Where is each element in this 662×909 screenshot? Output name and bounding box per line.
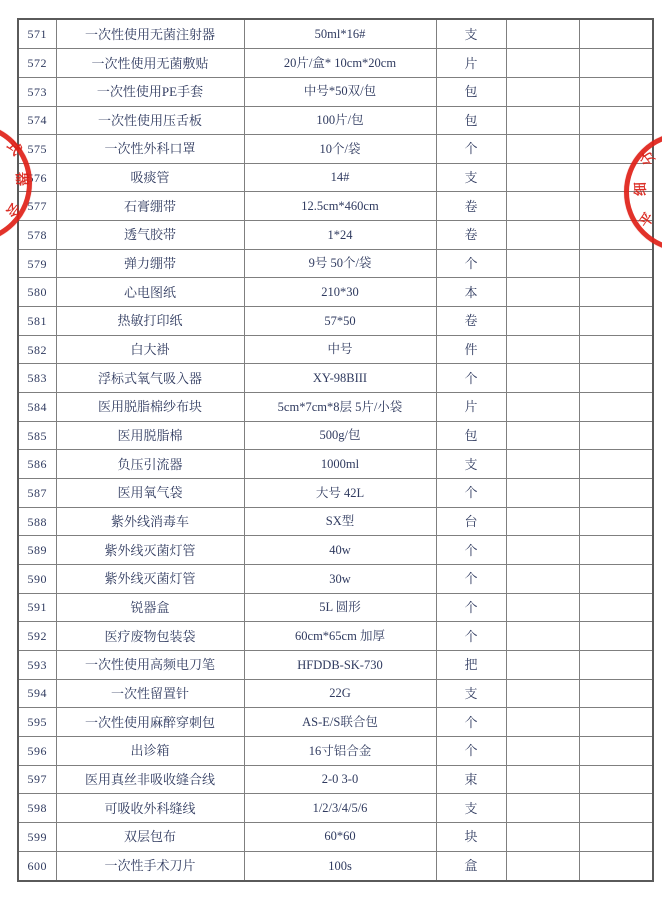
cell-name: 医用氧气袋	[56, 479, 244, 508]
cell-spec: XY-98BIII	[244, 364, 436, 393]
cell-name: 心电图纸	[56, 278, 244, 307]
cell-unit: 个	[436, 536, 506, 565]
cell-no: 584	[18, 393, 56, 422]
table-row	[18, 708, 653, 737]
cell-no: 587	[18, 479, 56, 508]
cell-blank	[506, 307, 579, 336]
cell-spec: 100片/包	[244, 106, 436, 135]
cell-blank	[579, 622, 653, 651]
cell-no: 589	[18, 536, 56, 565]
cell-unit: 个	[436, 364, 506, 393]
table-row	[18, 765, 653, 794]
cell-spec: 9号 50个/袋	[244, 249, 436, 278]
cell-name: 石膏绷带	[56, 192, 244, 221]
cell-blank	[506, 822, 579, 851]
cell-blank	[579, 479, 653, 508]
cell-blank	[506, 364, 579, 393]
cell-name: 锐器盒	[56, 593, 244, 622]
supply-list-table	[17, 18, 654, 882]
table-row	[18, 307, 653, 336]
cell-blank	[579, 77, 653, 106]
cell-blank	[506, 765, 579, 794]
cell-blank	[579, 765, 653, 794]
cell-spec: 1000ml	[244, 450, 436, 479]
cell-blank	[579, 536, 653, 565]
cell-blank	[579, 307, 653, 336]
cell-name: 一次性使用无菌注射器	[56, 19, 244, 49]
cell-name: 白大褂	[56, 335, 244, 364]
cell-no: 580	[18, 278, 56, 307]
cell-blank	[506, 106, 579, 135]
cell-no: 571	[18, 19, 56, 49]
table-row	[18, 794, 653, 823]
cell-no: 594	[18, 679, 56, 708]
cell-unit: 支	[436, 19, 506, 49]
cell-spec: 22G	[244, 679, 436, 708]
cell-unit: 个	[436, 135, 506, 164]
cell-no: 588	[18, 507, 56, 536]
cell-spec: 中号	[244, 335, 436, 364]
cell-name: 一次性手术刀片	[56, 851, 244, 881]
cell-blank	[506, 335, 579, 364]
cell-blank	[579, 822, 653, 851]
table-row	[18, 593, 653, 622]
cell-spec: 60*60	[244, 822, 436, 851]
cell-no: 590	[18, 565, 56, 594]
table-row	[18, 736, 653, 765]
cell-name: 可吸收外科缝线	[56, 794, 244, 823]
cell-unit: 包	[436, 77, 506, 106]
cell-blank	[506, 19, 579, 49]
cell-unit: 片	[436, 393, 506, 422]
cell-blank	[506, 249, 579, 278]
cell-no: 574	[18, 106, 56, 135]
cell-name: 双层包布	[56, 822, 244, 851]
table-row	[18, 335, 653, 364]
cell-blank	[579, 19, 653, 49]
table-row	[18, 393, 653, 422]
cell-blank	[579, 421, 653, 450]
cell-blank	[506, 593, 579, 622]
cell-blank	[579, 593, 653, 622]
table-row	[18, 49, 653, 78]
cell-unit: 支	[436, 450, 506, 479]
cell-spec: 210*30	[244, 278, 436, 307]
cell-unit: 片	[436, 49, 506, 78]
cell-unit: 台	[436, 507, 506, 536]
table-row	[18, 822, 653, 851]
cell-blank	[506, 163, 579, 192]
cell-name: 一次性使用高频电刀笔	[56, 650, 244, 679]
cell-name: 透气胶带	[56, 221, 244, 250]
cell-blank	[579, 106, 653, 135]
cell-unit: 把	[436, 650, 506, 679]
cell-blank	[579, 393, 653, 422]
cell-spec: 10个/袋	[244, 135, 436, 164]
cell-no: 572	[18, 49, 56, 78]
cell-no: 599	[18, 822, 56, 851]
cell-no: 579	[18, 249, 56, 278]
cell-blank	[579, 565, 653, 594]
cell-unit: 个	[436, 708, 506, 737]
table-row	[18, 421, 653, 450]
cell-blank	[506, 708, 579, 737]
cell-blank	[506, 393, 579, 422]
cell-no: 592	[18, 622, 56, 651]
cell-name: 一次性使用无菌敷贴	[56, 49, 244, 78]
cell-spec: 中号*50双/包	[244, 77, 436, 106]
cell-unit: 块	[436, 822, 506, 851]
cell-blank	[506, 794, 579, 823]
cell-name: 一次性使用压舌板	[56, 106, 244, 135]
cell-no: 598	[18, 794, 56, 823]
cell-no: 586	[18, 450, 56, 479]
cell-blank	[579, 49, 653, 78]
cell-blank	[579, 650, 653, 679]
cell-blank	[579, 507, 653, 536]
cell-spec: 57*50	[244, 307, 436, 336]
cell-unit: 件	[436, 335, 506, 364]
cell-spec: 16寸铝合金	[244, 736, 436, 765]
table-row	[18, 565, 653, 594]
cell-unit: 支	[436, 794, 506, 823]
cell-unit: 盒	[436, 851, 506, 881]
cell-name: 紫外线灭菌灯管	[56, 565, 244, 594]
cell-name: 紫外线消毒车	[56, 507, 244, 536]
cell-spec: AS-E/S联合包	[244, 708, 436, 737]
cell-unit: 个	[436, 622, 506, 651]
cell-unit: 包	[436, 106, 506, 135]
cell-unit: 个	[436, 565, 506, 594]
table-row	[18, 650, 653, 679]
cell-blank	[506, 192, 579, 221]
cell-no: 591	[18, 593, 56, 622]
cell-blank	[506, 507, 579, 536]
cell-no: 577	[18, 192, 56, 221]
table-row	[18, 679, 653, 708]
cell-blank	[579, 851, 653, 881]
cell-spec: 40w	[244, 536, 436, 565]
cell-unit: 本	[436, 278, 506, 307]
table-row	[18, 479, 653, 508]
table-row	[18, 450, 653, 479]
cell-spec: 500g/包	[244, 421, 436, 450]
cell-unit: 个	[436, 249, 506, 278]
cell-spec: 12.5cm*460cm	[244, 192, 436, 221]
cell-name: 紫外线灭菌灯管	[56, 536, 244, 565]
cell-spec: 100s	[244, 851, 436, 881]
table-row	[18, 278, 653, 307]
cell-spec: 50ml*16#	[244, 19, 436, 49]
cell-unit: 支	[436, 679, 506, 708]
table-row	[18, 106, 653, 135]
cell-unit: 个	[436, 736, 506, 765]
table-row	[18, 364, 653, 393]
cell-spec: 30w	[244, 565, 436, 594]
cell-name: 负压引流器	[56, 450, 244, 479]
cell-blank	[506, 536, 579, 565]
cell-blank	[506, 479, 579, 508]
cell-blank	[579, 335, 653, 364]
cell-name: 弹力绷带	[56, 249, 244, 278]
table-row	[18, 622, 653, 651]
cell-blank	[506, 622, 579, 651]
cell-blank	[506, 851, 579, 881]
cell-no: 593	[18, 650, 56, 679]
table-row	[18, 221, 653, 250]
cell-no: 583	[18, 364, 56, 393]
cell-spec: 60cm*65cm 加厚	[244, 622, 436, 651]
cell-spec: SX型	[244, 507, 436, 536]
cell-name: 一次性留置针	[56, 679, 244, 708]
cell-no: 578	[18, 221, 56, 250]
cell-blank	[506, 49, 579, 78]
cell-blank	[506, 278, 579, 307]
cell-blank	[579, 736, 653, 765]
table-row	[18, 536, 653, 565]
cell-blank	[506, 650, 579, 679]
cell-no: 600	[18, 851, 56, 881]
cell-unit: 个	[436, 479, 506, 508]
cell-blank	[579, 278, 653, 307]
stamp-character: 细	[633, 181, 650, 197]
cell-blank	[579, 679, 653, 708]
stamp-character: 分	[638, 147, 659, 168]
cell-blank	[506, 77, 579, 106]
table-row	[18, 851, 653, 881]
cell-blank	[579, 794, 653, 823]
cell-name: 医用脱脂棉	[56, 421, 244, 450]
table-row	[18, 135, 653, 164]
cell-blank	[506, 421, 579, 450]
cell-spec: 2-0 3-0	[244, 765, 436, 794]
table-row	[18, 249, 653, 278]
cell-unit: 卷	[436, 221, 506, 250]
table-row	[18, 507, 653, 536]
cell-name: 浮标式氧气吸入器	[56, 364, 244, 393]
cell-spec: 1*24	[244, 221, 436, 250]
cell-name: 一次性外科口罩	[56, 135, 244, 164]
cell-blank	[506, 221, 579, 250]
supply-table-body	[18, 19, 653, 881]
cell-spec: 大号 42L	[244, 479, 436, 508]
cell-unit: 支	[436, 163, 506, 192]
cell-spec: HFDDB-SK-730	[244, 650, 436, 679]
stamp-character: 式	[3, 138, 24, 159]
cell-unit: 卷	[436, 192, 506, 221]
cell-spec: 1/2/3/4/5/6	[244, 794, 436, 823]
cell-unit: 个	[436, 593, 506, 622]
cell-no: 582	[18, 335, 56, 364]
cell-blank	[506, 450, 579, 479]
cell-no: 576	[18, 163, 56, 192]
cell-no: 597	[18, 765, 56, 794]
cell-blank	[579, 364, 653, 393]
table-row	[18, 192, 653, 221]
cell-blank	[506, 135, 579, 164]
cell-unit: 卷	[436, 307, 506, 336]
cell-spec: 14#	[244, 163, 436, 192]
cell-spec: 5cm*7cm*8层 5片/小袋	[244, 393, 436, 422]
cell-no: 595	[18, 708, 56, 737]
cell-unit: 束	[436, 765, 506, 794]
cell-no: 575	[18, 135, 56, 164]
cell-spec: 5L 圆形	[244, 593, 436, 622]
cell-no: 573	[18, 77, 56, 106]
cell-name: 医用脱脂棉纱布块	[56, 393, 244, 422]
cell-spec: 20片/盒* 10cm*20cm	[244, 49, 436, 78]
cell-blank	[506, 679, 579, 708]
cell-name: 热敏打印纸	[56, 307, 244, 336]
stamp-character: 器	[12, 171, 29, 187]
cell-name: 一次性使用PE手套	[56, 77, 244, 106]
cell-no: 585	[18, 421, 56, 450]
cell-blank	[579, 450, 653, 479]
cell-no: 596	[18, 736, 56, 765]
table-row	[18, 19, 653, 49]
cell-name: 医用真丝非吸收缝合线	[56, 765, 244, 794]
cell-unit: 包	[436, 421, 506, 450]
table-row	[18, 77, 653, 106]
stamp-character: 会	[2, 199, 23, 220]
cell-blank	[506, 565, 579, 594]
cell-name: 出诊箱	[56, 736, 244, 765]
cell-blank	[579, 708, 653, 737]
cell-name: 一次性使用麻醉穿刺包	[56, 708, 244, 737]
stamp-character: 平	[637, 210, 658, 231]
cell-blank	[579, 249, 653, 278]
cell-name: 吸痰管	[56, 163, 244, 192]
cell-no: 581	[18, 307, 56, 336]
cell-blank	[506, 736, 579, 765]
cell-name: 医疗废物包装袋	[56, 622, 244, 651]
table-row	[18, 163, 653, 192]
